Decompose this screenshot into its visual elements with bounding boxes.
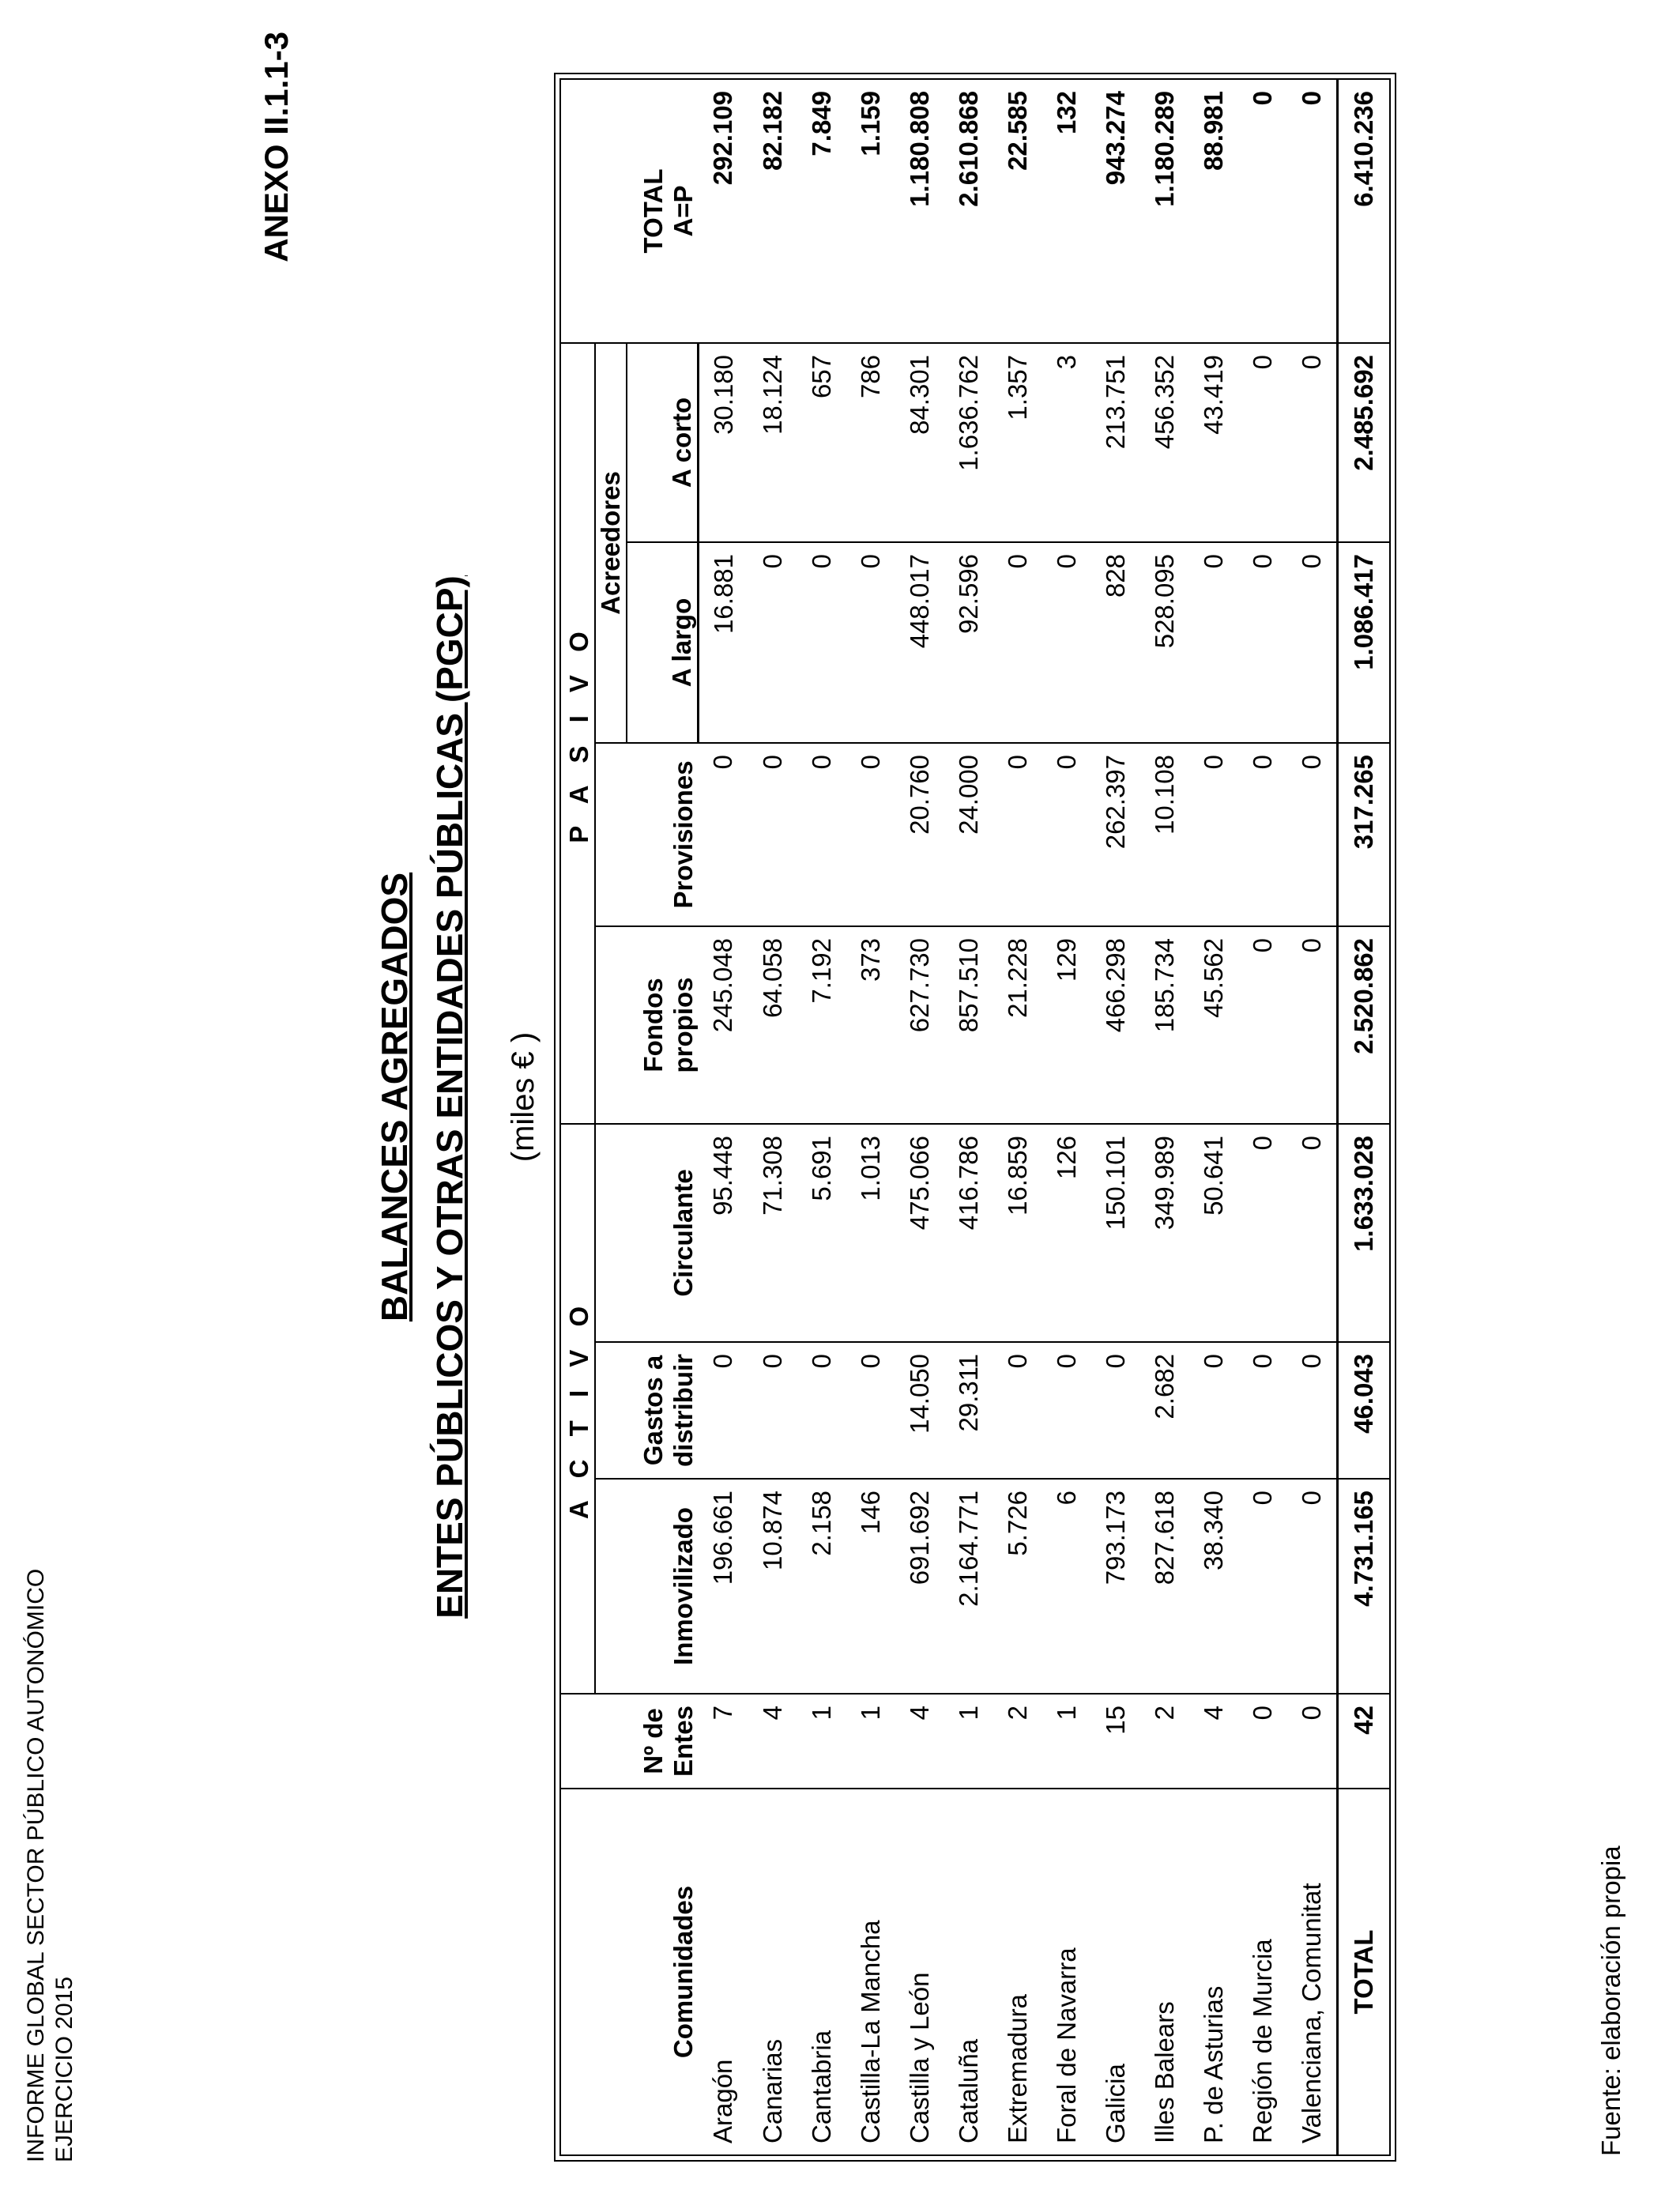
cell-circulante: 349.989: [1140, 1124, 1189, 1342]
cell-fondos: 64.058: [748, 926, 797, 1124]
table-row: [1140, 79, 1189, 2155]
cell-a-largo: 16.881: [699, 542, 749, 743]
cell-a-corto: 18.124: [748, 343, 797, 542]
header-a-corto: A corto: [627, 343, 699, 542]
cell-provisiones: 262.397: [1091, 743, 1140, 926]
cell-fondos: 627.730: [895, 926, 944, 1124]
cell-n-entes: 2: [993, 1694, 1042, 1789]
cell-total: 7.849: [797, 79, 846, 343]
cell-a-largo: 528.095: [1140, 542, 1189, 743]
cell-circulante: 416.786: [944, 1124, 993, 1342]
cell-total: 292.109: [699, 79, 749, 343]
cell-provisiones: 0: [846, 743, 895, 926]
cell-a-corto: 1.357: [993, 343, 1042, 542]
cell-comunidad: Extremadura: [993, 1789, 1042, 2155]
header-total: [560, 79, 699, 343]
header-gastos-line2: distribuir: [668, 1353, 698, 1467]
cell-provisiones: 0: [1189, 743, 1238, 926]
cell-comunidad: Castilla y León: [895, 1789, 944, 2155]
cell-inmovilizado: 146: [846, 1479, 895, 1694]
header-fondos: [595, 926, 699, 1124]
cell-inmovilizado: 0: [1238, 1479, 1287, 1694]
cell-circulante: 475.066: [895, 1124, 944, 1342]
cell-inmovilizado: 793.173: [1091, 1479, 1140, 1694]
cell-inmovilizado: 38.340: [1189, 1479, 1238, 1694]
header-acreedores: Acreedores: [595, 343, 627, 743]
table-body: [699, 79, 1338, 2155]
cell-circulante: 50.641: [1189, 1124, 1238, 1342]
report-title: INFORME GLOBAL SECTOR PÚBLICO AUTONÓMICO: [23, 1568, 49, 2162]
cell-n-entes: 7: [699, 1694, 749, 1789]
cell-inmovilizado: 2.164.771: [944, 1479, 993, 1694]
cell-provisiones: 0: [1238, 743, 1287, 926]
total-circulante: 1.633.028: [1338, 1124, 1391, 1342]
cell-gastos: 0: [748, 1342, 797, 1479]
cell-circulante: 150.101: [1091, 1124, 1140, 1342]
table-row: [1091, 79, 1140, 2155]
cell-circulante: 95.448: [699, 1124, 749, 1342]
cell-n-entes: 4: [748, 1694, 797, 1789]
cell-a-largo: 828: [1091, 542, 1140, 743]
table-row: [699, 79, 749, 2155]
cell-a-largo: 0: [1189, 542, 1238, 743]
cell-fondos: 0: [1287, 926, 1338, 1124]
report-header: [22, 1569, 79, 2162]
cell-a-corto: 786: [846, 343, 895, 542]
cell-a-corto: 3: [1042, 343, 1091, 542]
header-n-entes: [560, 1694, 699, 1789]
cell-gastos: 0: [1042, 1342, 1091, 1479]
balance-table: [559, 78, 1391, 2156]
cell-n-entes: 0: [1238, 1694, 1287, 1789]
cell-inmovilizado: 10.874: [748, 1479, 797, 1694]
cell-a-largo: 0: [1042, 542, 1091, 743]
cell-total: 0: [1238, 79, 1287, 343]
cell-fondos: 0: [1238, 926, 1287, 1124]
header-activo: A C T I V O: [560, 1124, 595, 1694]
cell-comunidad: Valenciana, Comunitat: [1287, 1789, 1338, 2155]
cell-provisiones: 20.760: [895, 743, 944, 926]
cell-total: 22.585: [993, 79, 1042, 343]
cell-provisiones: 0: [748, 743, 797, 926]
cell-n-entes: 15: [1091, 1694, 1140, 1789]
cell-gastos: 0: [846, 1342, 895, 1479]
cell-total: 88.981: [1189, 79, 1238, 343]
cell-circulante: 126: [1042, 1124, 1091, 1342]
cell-fondos: 185.734: [1140, 926, 1189, 1124]
table-row: [1287, 79, 1338, 2155]
total-gastos: 46.043: [1338, 1342, 1391, 1479]
cell-inmovilizado: 6: [1042, 1479, 1091, 1694]
cell-comunidad: Illes Balears: [1140, 1789, 1189, 2155]
header-inmovilizado: Inmovilizado: [595, 1479, 699, 1694]
cell-total: 1.159: [846, 79, 895, 343]
cell-a-corto: 456.352: [1140, 343, 1189, 542]
cell-gastos: 2.682: [1140, 1342, 1189, 1479]
cell-provisiones: 0: [699, 743, 749, 926]
header-total-line1: TOTAL: [638, 168, 668, 254]
header-a-largo: A largo: [627, 542, 699, 743]
cell-a-largo: 0: [1287, 542, 1338, 743]
cell-circulante: 0: [1287, 1124, 1338, 1342]
header-fondos-line1: Fondos: [638, 978, 668, 1072]
cell-inmovilizado: 691.692: [895, 1479, 944, 1694]
cell-gastos: 0: [1189, 1342, 1238, 1479]
total-a-largo: 1.086.417: [1338, 542, 1391, 743]
cell-fondos: 7.192: [797, 926, 846, 1124]
cell-comunidad: Aragón: [699, 1789, 749, 2155]
header-provisiones: Provisiones: [595, 743, 699, 926]
table-row: [846, 79, 895, 2155]
cell-a-corto: 0: [1287, 343, 1338, 542]
header-total-line2: A=P: [668, 185, 698, 237]
table-row: [748, 79, 797, 2155]
page-subtitle: ENTES PÚBLICOS Y OTRAS ENTIDADES PÚBLICAS (PGCP): [429, 575, 470, 1619]
cell-gastos: 0: [699, 1342, 749, 1479]
cell-n-entes: 4: [1189, 1694, 1238, 1789]
cell-gastos: 0: [1238, 1342, 1287, 1479]
table-row: [895, 79, 944, 2155]
cell-a-corto: 657: [797, 343, 846, 542]
table-row: [1042, 79, 1091, 2155]
cell-n-entes: 1: [1042, 1694, 1091, 1789]
units-label: (miles € ): [506, 1031, 541, 1163]
cell-gastos: 29.311: [944, 1342, 993, 1479]
cell-n-entes: 1: [797, 1694, 846, 1789]
cell-gastos: 0: [993, 1342, 1042, 1479]
cell-total: 1.180.289: [1140, 79, 1189, 343]
total-inmovilizado: 4.731.165: [1338, 1479, 1391, 1694]
cell-fondos: 245.048: [699, 926, 749, 1124]
cell-circulante: 5.691: [797, 1124, 846, 1342]
cell-a-largo: 0: [846, 542, 895, 743]
header-pasivo: P A S I V O: [560, 343, 595, 1124]
cell-n-entes: 1: [846, 1694, 895, 1789]
cell-n-entes: 0: [1287, 1694, 1338, 1789]
cell-comunidad: Castilla-La Mancha: [846, 1789, 895, 2155]
source-note: Fuente: elaboración propia: [1596, 1845, 1625, 2156]
cell-fondos: 21.228: [993, 926, 1042, 1124]
cell-fondos: 466.298: [1091, 926, 1140, 1124]
total-row: [1338, 79, 1391, 2155]
cell-inmovilizado: 5.726: [993, 1479, 1042, 1694]
cell-provisiones: 0: [797, 743, 846, 926]
table-row: [797, 79, 846, 2155]
cell-total: 132: [1042, 79, 1091, 343]
total-n-entes: 42: [1338, 1694, 1391, 1789]
cell-fondos: 857.510: [944, 926, 993, 1124]
cell-comunidad: Región de Murcia: [1238, 1789, 1287, 2155]
cell-circulante: 71.308: [748, 1124, 797, 1342]
cell-comunidad: Canarias: [748, 1789, 797, 2155]
cell-a-corto: 213.751: [1091, 343, 1140, 542]
cell-inmovilizado: 2.158: [797, 1479, 846, 1694]
header-n-entes-line1: Nº de: [638, 1708, 668, 1774]
total-provisiones: 317.265: [1338, 743, 1391, 926]
table-row: [993, 79, 1042, 2155]
header-gastos-line1: Gastos a: [638, 1355, 668, 1466]
cell-comunidad: P. de Asturias: [1189, 1789, 1238, 2155]
report-year: EJERCICIO 2015: [51, 1976, 77, 2162]
cell-gastos: 0: [1091, 1342, 1140, 1479]
cell-gastos: 14.050: [895, 1342, 944, 1479]
annex-label: ANEXO II.1.1-3: [258, 32, 295, 262]
cell-a-corto: 43.419: [1189, 343, 1238, 542]
cell-a-corto: 1.636.762: [944, 343, 993, 542]
cell-provisiones: 0: [1042, 743, 1091, 926]
header-circulante: Circulante: [595, 1124, 699, 1342]
cell-n-entes: 4: [895, 1694, 944, 1789]
header-n-entes-line2: Entes: [668, 1706, 698, 1777]
cell-n-entes: 1: [944, 1694, 993, 1789]
cell-circulante: 0: [1238, 1124, 1287, 1342]
cell-fondos: 129: [1042, 926, 1091, 1124]
cell-provisiones: 0: [993, 743, 1042, 926]
page-title: BALANCES AGREGADOS: [374, 872, 415, 1322]
total-total: 6.410.236: [1338, 79, 1391, 343]
total-fondos: 2.520.862: [1338, 926, 1391, 1124]
cell-a-largo: 0: [1238, 542, 1287, 743]
cell-a-largo: 448.017: [895, 542, 944, 743]
total-label: TOTAL: [1338, 1789, 1391, 2155]
cell-provisiones: 24.000: [944, 743, 993, 926]
cell-circulante: 1.013: [846, 1124, 895, 1342]
cell-total: 82.182: [748, 79, 797, 343]
cell-a-corto: 30.180: [699, 343, 749, 542]
cell-total: 943.274: [1091, 79, 1140, 343]
table-row: [1189, 79, 1238, 2155]
cell-a-largo: 92.596: [944, 542, 993, 743]
cell-provisiones: 0: [1287, 743, 1338, 926]
cell-gastos: 0: [797, 1342, 846, 1479]
header-comunidades: Comunidades: [560, 1789, 699, 2155]
cell-a-largo: 0: [797, 542, 846, 743]
cell-inmovilizado: 0: [1287, 1479, 1338, 1694]
cell-provisiones: 10.108: [1140, 743, 1189, 926]
cell-n-entes: 2: [1140, 1694, 1189, 1789]
table-row: [1238, 79, 1287, 2155]
cell-total: 1.180.808: [895, 79, 944, 343]
cell-a-corto: 0: [1238, 343, 1287, 542]
cell-fondos: 45.562: [1189, 926, 1238, 1124]
header-fondos-line2: propios: [668, 977, 698, 1073]
cell-inmovilizado: 827.618: [1140, 1479, 1189, 1694]
cell-fondos: 373: [846, 926, 895, 1124]
cell-total: 0: [1287, 79, 1338, 343]
cell-total: 2.610.868: [944, 79, 993, 343]
cell-comunidad: Foral de Navarra: [1042, 1789, 1091, 2155]
cell-comunidad: Cataluña: [944, 1789, 993, 2155]
cell-circulante: 16.859: [993, 1124, 1042, 1342]
cell-a-largo: 0: [993, 542, 1042, 743]
cell-comunidad: Galicia: [1091, 1789, 1140, 2155]
header-gastos: [595, 1342, 699, 1479]
cell-a-largo: 0: [748, 542, 797, 743]
cell-inmovilizado: 196.661: [699, 1479, 749, 1694]
total-a-corto: 2.485.692: [1338, 343, 1391, 542]
cell-a-corto: 84.301: [895, 343, 944, 542]
cell-gastos: 0: [1287, 1342, 1338, 1479]
table-row: [944, 79, 993, 2155]
cell-comunidad: Cantabria: [797, 1789, 846, 2155]
